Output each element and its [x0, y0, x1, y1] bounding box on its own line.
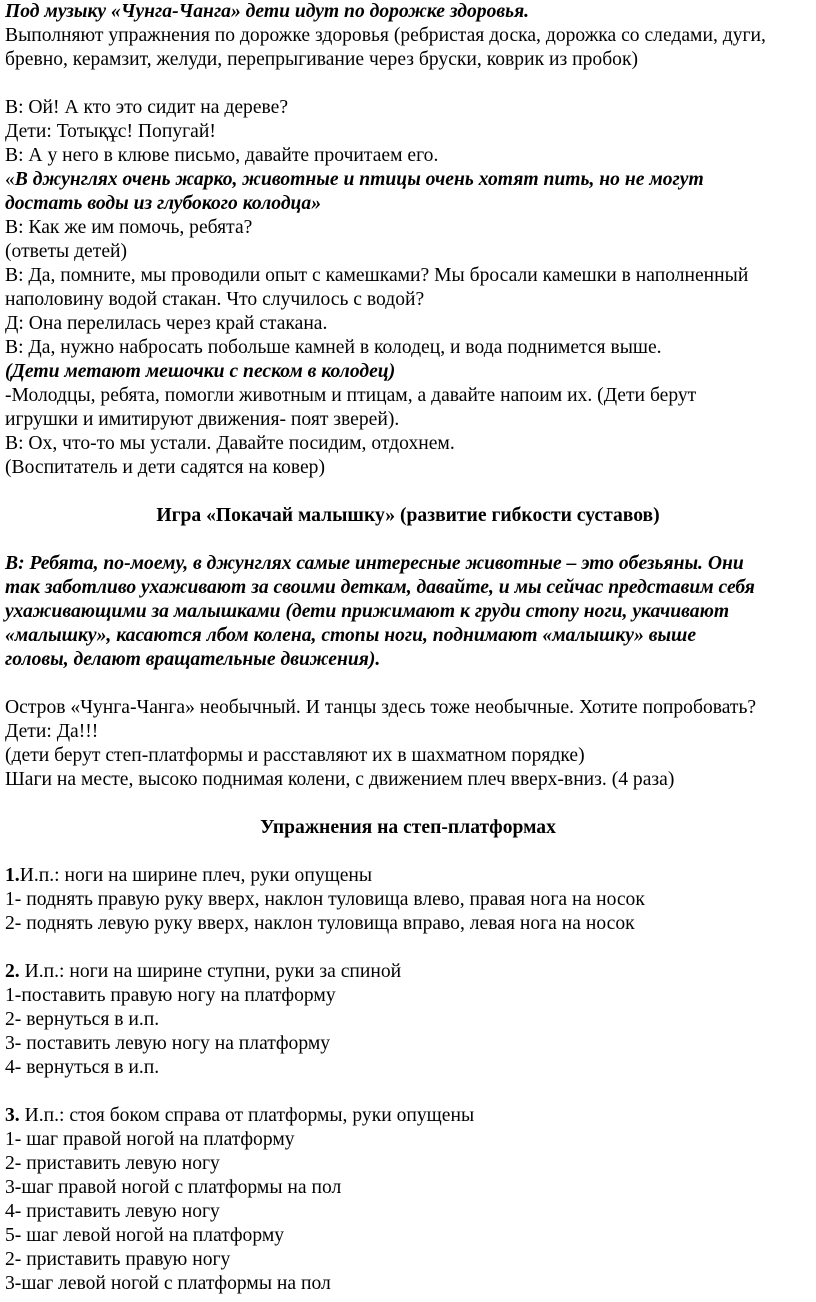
exercise-1-start-text: И.п.: ноги на ширине плеч, руки опущены [19, 865, 373, 886]
exercise-step: 2- приставить правую ногу [5, 1249, 231, 1270]
game-heading: Игра «Покачай малышку» (развитие гибкости суставов) [156, 505, 660, 526]
blank-line [5, 1080, 816, 1104]
game-text-line: «малышку», касаются лбом колена, стопы ноги, поднимают «малышку» выше [5, 625, 697, 646]
dance-line: Остров «Чунга-Чанга» необычный. И танцы здесь тоже необычные. Хотите попробовать? [5, 697, 757, 718]
dialog-line: В: А у него в клюве письмо, давайте прочитаем его. [5, 145, 439, 166]
dialog-line: наполовину водой стакан. Что случилось с водой? [5, 289, 425, 310]
dialog-line: (Воспитатель и дети садятся на ковер) [5, 457, 325, 478]
game-text-line: головы, делают вращательные движения). [5, 649, 381, 670]
dialog-line: В: Да, помните, мы проводили опыт с камешками? Мы бросали камешки в наполненный [5, 265, 749, 286]
stage-direction: (Дети метают мешочки с песком в колодец) [5, 361, 396, 382]
dialog-line: В: Да, нужно набросать побольше камней в колодец, и вода поднимется выше. [5, 337, 662, 358]
exercise-step: 4- приставить левую ногу [5, 1201, 220, 1222]
blank-line [5, 792, 816, 816]
exercise-1-number: 1. [5, 865, 20, 886]
exercise-step: 2- вернуться в и.п. [5, 1009, 160, 1030]
letter-text-line: достать воды из глубокого колодца» [5, 193, 322, 214]
exercise-2-start [5, 960, 816, 984]
exercise-step: 1-поставить правую ногу на платформу [5, 985, 336, 1006]
letter-open-quote: « [5, 169, 15, 190]
blank-line [5, 72, 816, 96]
dialog-line: (ответы детей) [5, 241, 128, 262]
exercise-3-number: 3. [5, 1105, 20, 1126]
dialog-line: игрушки и имитируют движения- поят зверей). [5, 409, 400, 430]
exercise-step: 3-шаг правой ногой с платформы на пол [5, 1177, 342, 1198]
letter-text: В джунглях очень жарко, животные и птицы очень хотят пить, но не могут [14, 169, 704, 190]
intro-title: Под музыку «Чунга-Чанга» дети идут по дорожке здоровья. [5, 1, 530, 22]
dialog-line: -Молодцы, ребята, помогли животным и птицам, а давайте напоим их. (Дети берут [5, 385, 697, 406]
dance-line: Дети: Да!!! [5, 721, 99, 742]
exercise-step: 2- поднять левую руку вверх, наклон туловища вправо, левая нога на носок [5, 913, 635, 934]
exercise-2-start-text: И.п.: ноги на ширине ступни, руки за спиной [19, 961, 402, 982]
exercise-step: 3- поставить левую ногу на платформу [5, 1033, 331, 1054]
blank-line [5, 528, 816, 552]
game-text-line: В: Ребята, по-моему, в джунглях самые интересные животные – это обезьяны. Они [5, 553, 744, 574]
dialog-line: В: Ой! А кто это сидит на дереве? [5, 97, 289, 118]
exercise-1-start [5, 864, 816, 888]
dialog-line: Дети: Тотықұс! Попугай! [5, 121, 216, 142]
dialog-line: Д: Она перелилась через край стакана. [5, 313, 328, 334]
exercise-step: 5- шаг левой ногой на платформу [5, 1225, 285, 1246]
exercise-step: 3-шаг левой ногой с платформы на пол [5, 1273, 331, 1294]
blank-line [5, 936, 816, 960]
dialog-line: В: Ох, что-то мы устали. Давайте посидим, отдохнем. [5, 433, 455, 454]
intro-text-line: Выполняют упражнения по дорожке здоровья (ребристая доска, дорожка со следами, дуги, [5, 25, 766, 46]
dance-line: Шаги на месте, высоко поднимая колени, с движением плеч вверх-вниз. (4 раза) [5, 769, 675, 790]
blank-line [5, 480, 816, 504]
intro-text-line: бревно, керамзит, желуди, перепрыгивание через бруски, коврик из пробок) [5, 49, 639, 70]
exercise-step: 2- приставить левую ногу [5, 1153, 220, 1174]
dance-line: (дети берут степ-платформы и расставляют их в шахматном порядке) [5, 745, 585, 766]
exercise-step: 4- вернуться в и.п. [5, 1057, 160, 1078]
exercise-3-start [5, 1104, 816, 1128]
exercise-3-start-text: И.п.: стоя боком справа от платформы, руки опущены [19, 1105, 475, 1126]
game-text-line: так заботливо ухаживают за своими деткам, давайте, и мы сейчас представим себя [5, 577, 755, 598]
exercise-2-number: 2. [5, 961, 20, 982]
exercise-step: 1- шаг правой ногой на платформу [5, 1129, 295, 1150]
exercise-step: 1- поднять правую руку вверх, наклон туловища влево, правая нога на носок [5, 889, 645, 910]
blank-line [5, 672, 816, 696]
letter-text-line [5, 168, 816, 192]
blank-line [5, 840, 816, 864]
game-text-line: ухаживающими за малышками (дети прижимают к груди стопу ноги, укачивают [5, 601, 730, 622]
step-heading: Упражнения на степ-платформах [260, 817, 556, 838]
dialog-line: В: Как же им помочь, ребята? [5, 217, 253, 238]
